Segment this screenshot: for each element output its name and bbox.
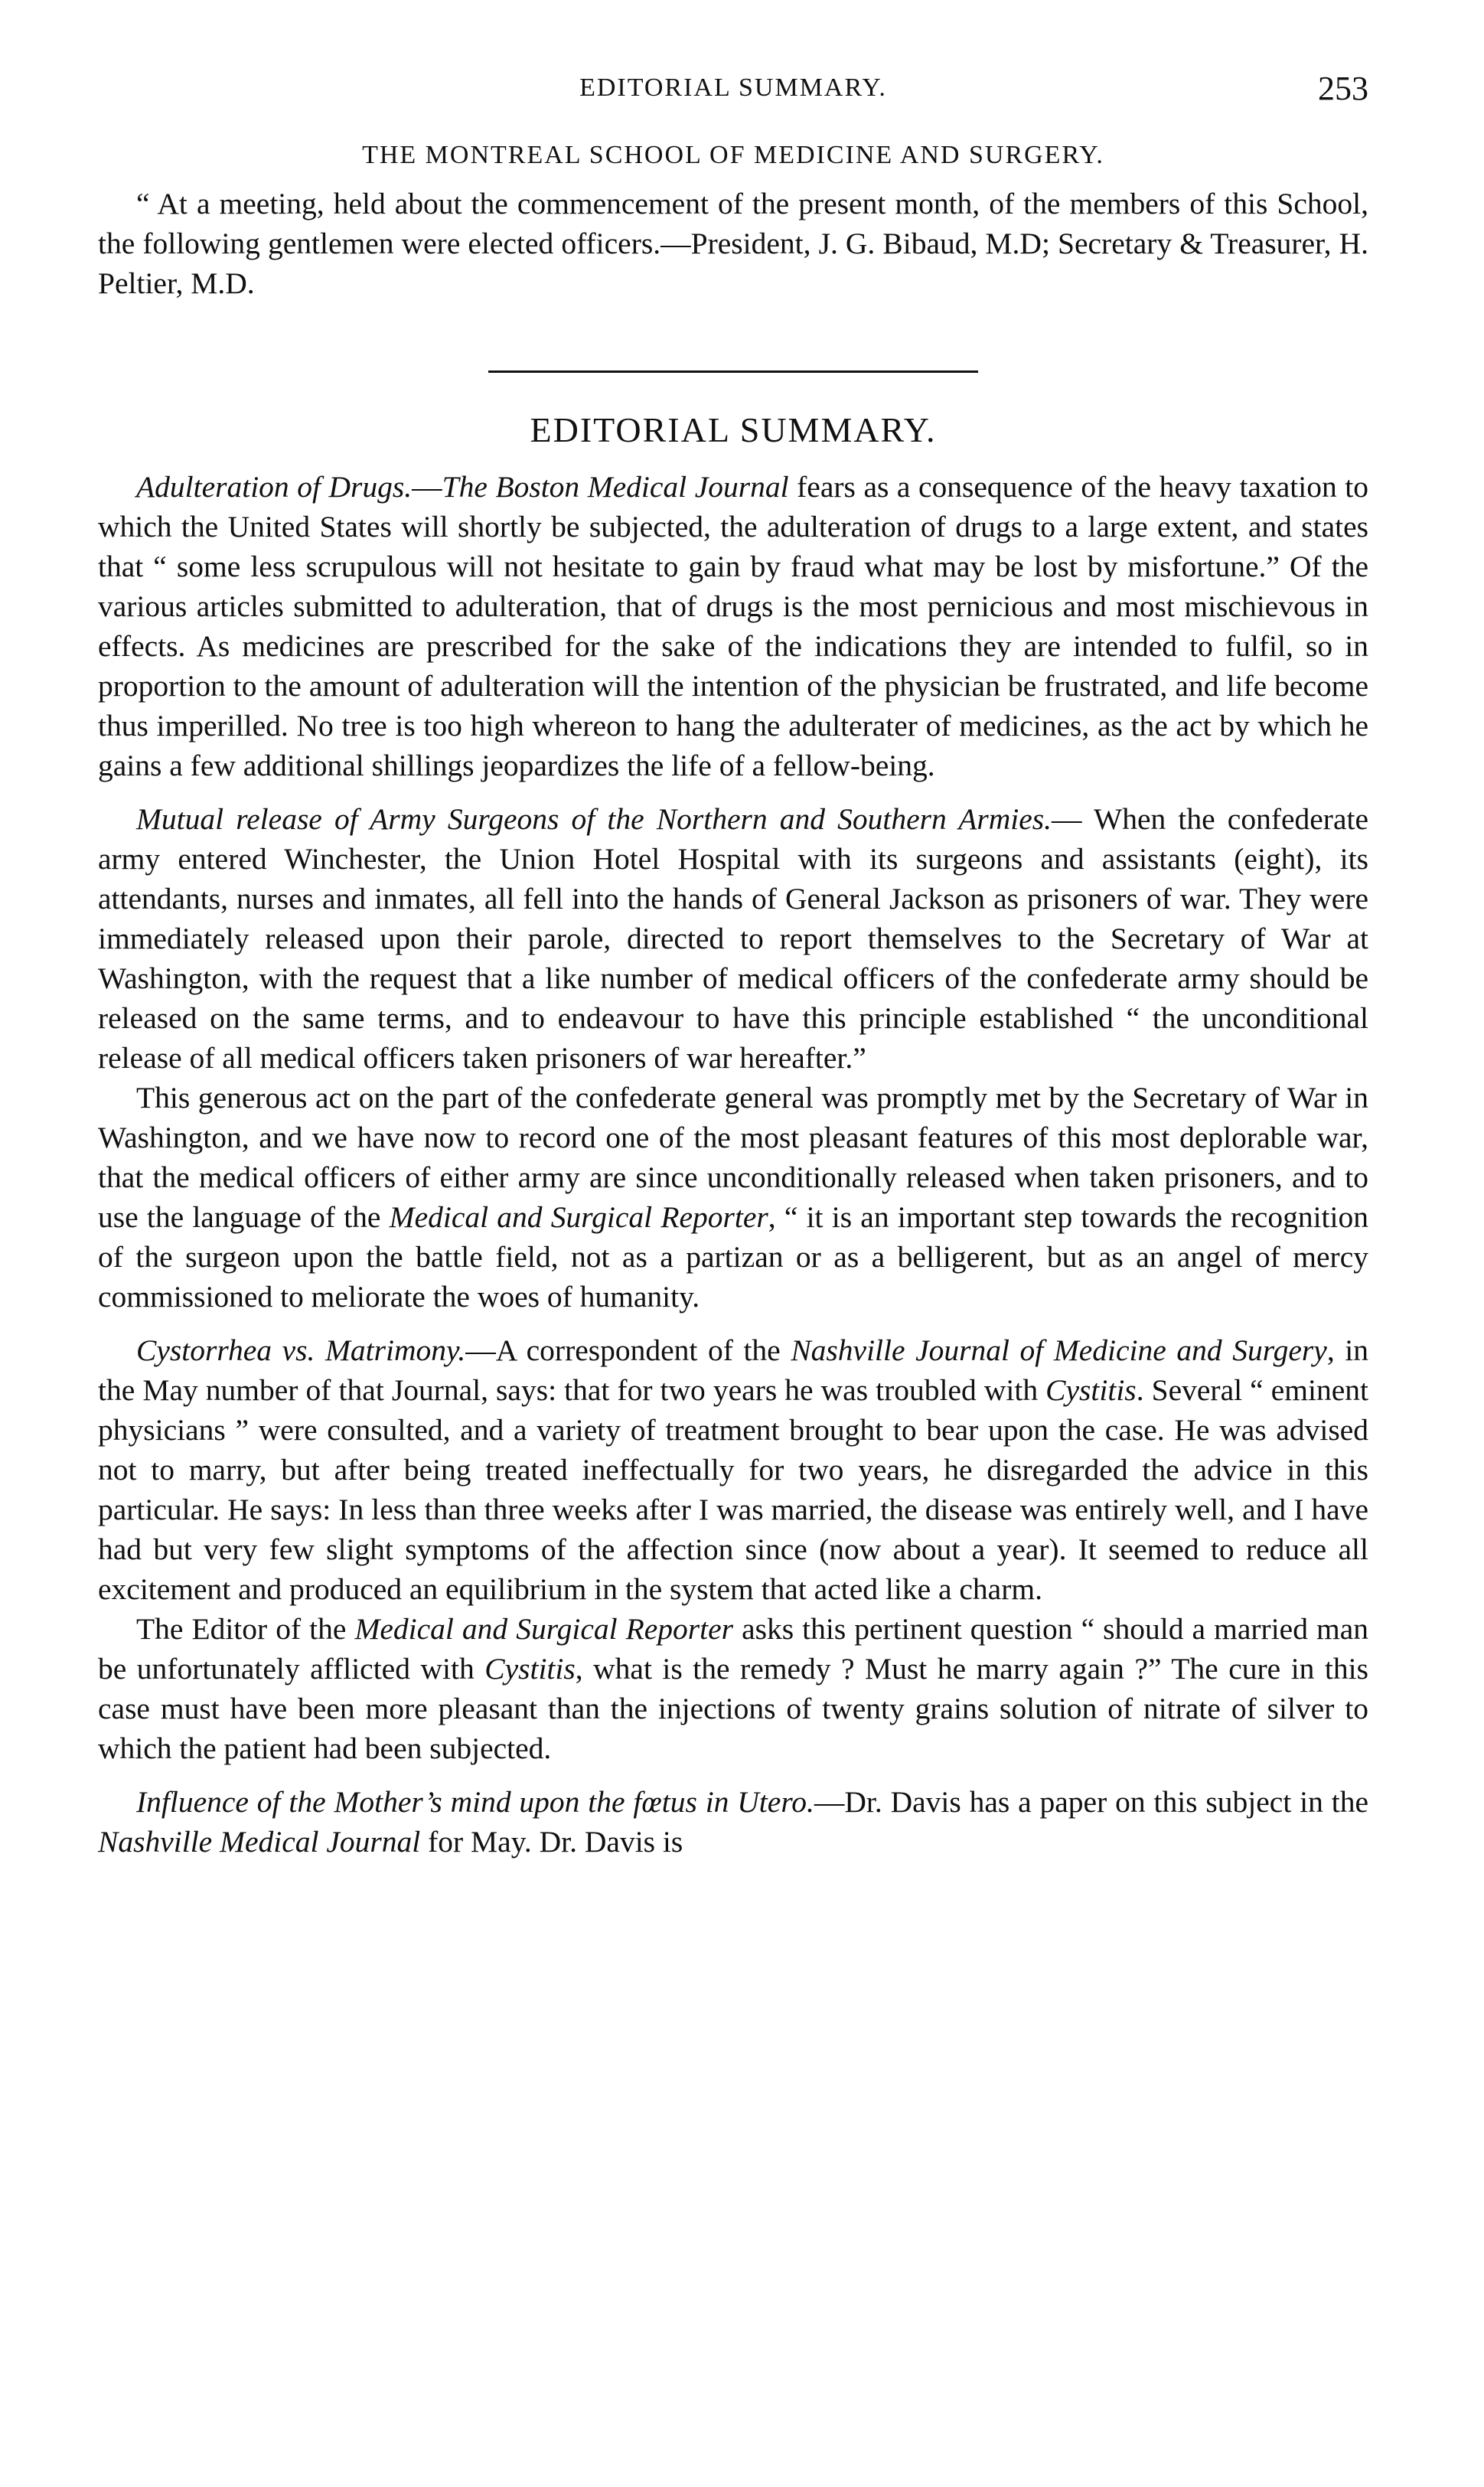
- article-influence-of-mothers-mind: [98, 1782, 1368, 1862]
- medical-term: Cystitis: [1045, 1373, 1137, 1407]
- article-text: , in the May number of that Journal, says: that for two years he was troubled with: [98, 1333, 1369, 1407]
- heading-dash: —: [1052, 802, 1082, 836]
- page-number: 253: [1318, 70, 1368, 107]
- journal-title: Medical and Surgical Reporter: [389, 1200, 768, 1234]
- article-text: fears as a consequence of the heavy taxation to which the United States will shortly be subjected, the adulteration of drugs to a large extent, and states that “ some less scrupulous will not hesitate to gain by fraud what may be lost by misfortune.” Of the various articles submitted to adulteration, that of drugs is the most pernicious and most mischievous in effects. As medicines are prescribed for the sake of the indications they are intended to fulfil, so in proportion to the amount of adulteration will the intention of the physician be frustrated, and life become thus imperilled. No tree is too high whereon to hang the adulterater of medicines, as the act by which he gains a few additional shillings jeopardizes the life of a fellow-being.: [98, 470, 1368, 782]
- article-text: A correspondent of the: [495, 1333, 791, 1367]
- running-head-title: EDITORIAL SUMMARY.: [579, 73, 887, 102]
- journal-title: Nashville Medical Journal: [98, 1825, 421, 1859]
- journal-title: Medical and Surgical Reporter: [354, 1612, 734, 1646]
- article-heading: Mutual release of Army Surgeons of the Northern and Southern Armies.: [136, 802, 1052, 836]
- article-adulteration-of-drugs: [98, 467, 1368, 785]
- notice-title: THE MONTREAL SCHOOL OF MEDICINE AND SURGERY.: [362, 141, 1104, 169]
- article-heading: Cystorrhea vs. Matrimony.: [136, 1333, 466, 1367]
- heading-dash: —: [412, 470, 442, 504]
- article-paragraph: [98, 1330, 1368, 1609]
- heading-dash: —: [465, 1333, 496, 1367]
- journal-title: Nashville Journal of Medicine and Surgery: [791, 1333, 1327, 1367]
- section-divider: [488, 370, 978, 373]
- medical-term: Cystitis: [484, 1652, 576, 1686]
- article-paragraph-2: [98, 1078, 1368, 1317]
- article-text: Dr. Davis has a paper on this subject in the: [844, 1785, 1369, 1819]
- article-text: The Editor of the: [136, 1612, 355, 1646]
- page: [98, 69, 1368, 1875]
- article-text: , “ it is an important step towards the recognition of the surgeon upon the battle field, not as a partizan or as a belligerent, but as an angel of mercy commissioned to meliorate the woes of humanity.: [98, 1200, 1369, 1314]
- article-paragraph-2: [98, 1609, 1368, 1768]
- journal-title: The Boston Medical Journal: [442, 470, 789, 504]
- article-paragraph: [98, 1782, 1368, 1862]
- article-text: This generous act on the part of the confederate general was promptly met by the Secretary of War in Washington, and we have now to record one of the most pleasant features of this most deplorable war, that the medical officers of either army are since unconditionally released when taken prisoners, and to use the language of the: [98, 1081, 1368, 1234]
- section-title: EDITORIAL SUMMARY.: [530, 410, 937, 449]
- article-text: . Several “ eminent physicians ” were consulted, and a variety of treatment brought to bear upon the case. He was advised not to marry, but after being treated ineffectually for two years, he disregarded the advice in this particular. He says: In less than three weeks after I was married, the disease was entirely well, and I have had but very few slight symptoms of the affection since (now about a year). It seemed to reduce all excitement and produced an equilibrium in the system that acted like a charm.: [98, 1373, 1368, 1606]
- article-mutual-release: [98, 799, 1368, 1317]
- article-text: When the confederate army entered Winchester, the Union Hotel Hospital with its surgeons and assistants (eight), its attendants, nurses and inmates, all fell into the hands of General Jackson as prisoners of war. They were immediately released upon their parole, directed to report themselves to the Secretary of War at Washington, with the request that a like number of medical officers of the confederate army should be released on the same terms, and to endeavour to have this principle established “ the unconditional release of all medical officers taken prisoners of war hereafter.”: [98, 802, 1368, 1075]
- running-head: [98, 69, 1368, 122]
- heading-dash: —: [814, 1785, 845, 1819]
- notice-paragraph: “ At a meeting, held about the commencement of the present month, of the members of this School, the following gentlemen were elected officers.—President, J. G. Bibaud, M.D; Secretary & Treasurer, H. Peltier, M.D.: [98, 187, 1368, 300]
- article-heading: Influence of the Mother’s mind upon the fœtus in Utero.: [136, 1785, 814, 1819]
- article-cystorrhea-vs-matrimony: [98, 1330, 1368, 1768]
- article-heading: Adulteration of Drugs.: [136, 470, 413, 504]
- article-paragraph: [98, 467, 1368, 785]
- article-paragraph: [98, 799, 1368, 1078]
- article-text: for May. Dr. Davis is: [420, 1825, 683, 1859]
- article-text: asks this pertinent question “ should a married man be unfortunately afflicted with: [98, 1612, 1368, 1686]
- article-text: , what is the remedy ? Must he marry again ?” The cure in this case must have been more pleasant than the injections of twenty grains solution of nitrate of silver to which the patient had been subjected.: [98, 1652, 1369, 1765]
